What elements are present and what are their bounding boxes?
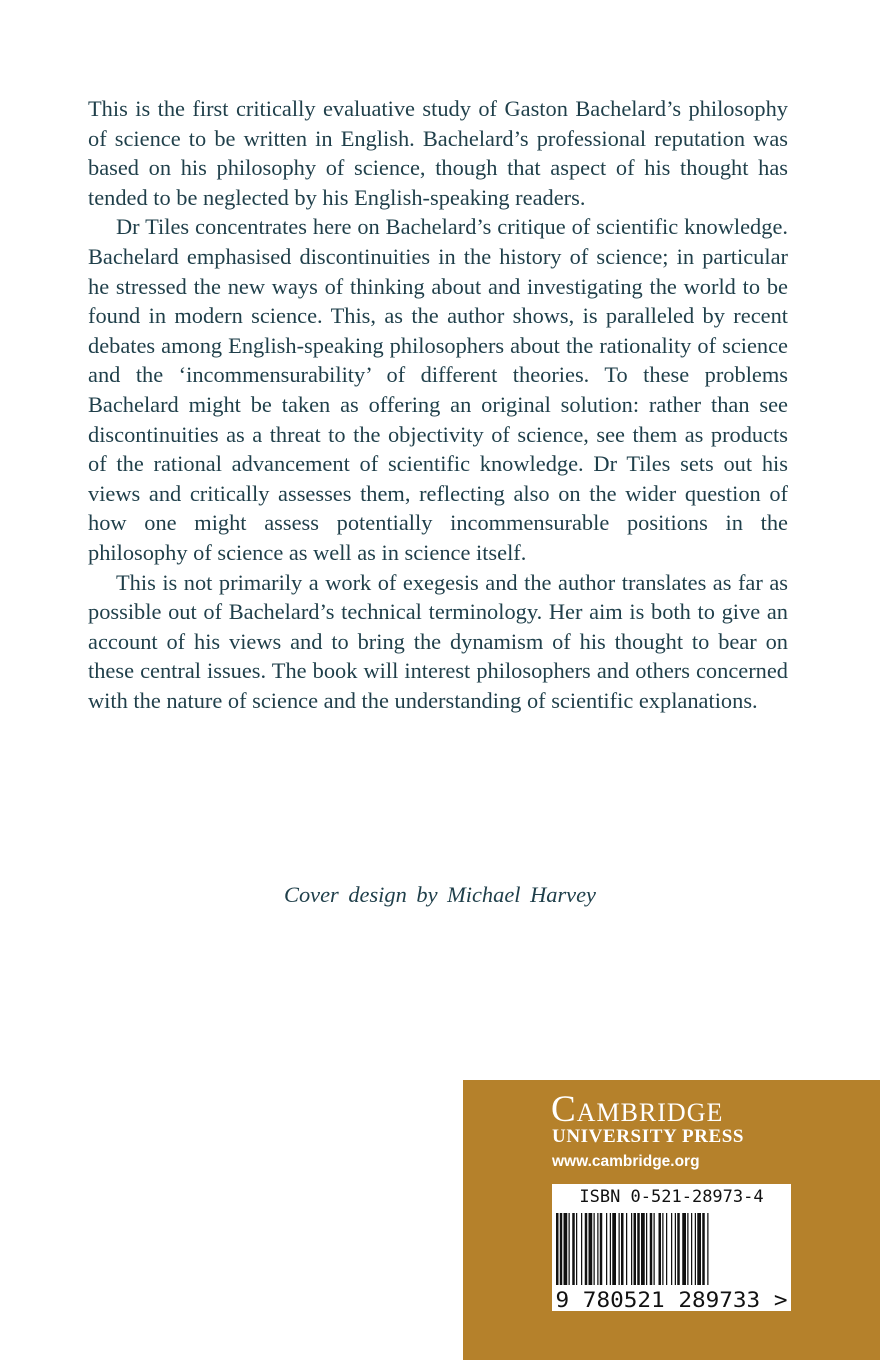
back-cover-blurb <box>88 94 788 715</box>
barcode-bar <box>581 1213 582 1285</box>
barcode-bar <box>654 1213 655 1285</box>
barcode-bar <box>610 1213 611 1285</box>
barcode-bar <box>631 1213 632 1285</box>
barcode-bar <box>687 1213 688 1285</box>
publisher-box <box>463 1080 880 1360</box>
barcode-bar <box>697 1213 701 1285</box>
blurb-paragraph-2: Dr Tiles concentrates here on Bachelard’s critique of scientific knowledge. Bachelard emphasised discontinuities in the history of science; in particular he stressed the new ways of thinking about and investigating the world to be found in modern science. This, as the author shows, is paralleled by recent debates among English-speaking philosophers about the rationality of science and the ‘incommensurability’ of different theories. To these problems Bachelard might be taken as offering an original solution: rather than see discontinuities as a threat to the objectivity of science, see them as products of the rational advancement of scientific knowledge. Dr Tiles sets out his views and critically assesses them, reflecting also on the wider question of how one might assess potentially incommensurable positions in the philosophy of science as well as in science itself. <box>88 214 788 565</box>
barcode-bar <box>634 1213 637 1285</box>
barcode-bar <box>621 1213 624 1285</box>
barcode-bar <box>556 1213 559 1285</box>
barcode-bar <box>702 1213 705 1285</box>
barcode-bar <box>564 1213 568 1285</box>
barcode-bar <box>666 1213 667 1285</box>
blurb-paragraph-1: This is the first critically evaluative study of Gaston Bachelard’s philosophy of science to be written in English. Bachelard’s professional reputation was based on his philosophy of science, though that aspect of his thought has tended to be neglected by his English-speaking readers. <box>88 96 788 210</box>
barcode-bar <box>671 1213 672 1285</box>
barcode-bar <box>695 1213 696 1285</box>
barcode-bar <box>585 1213 588 1285</box>
publisher-url: www.cambridge.org <box>552 1153 700 1170</box>
barcode-bar <box>650 1213 653 1285</box>
barcode-bar <box>626 1213 627 1285</box>
barcode-bar <box>646 1213 647 1285</box>
barcode-bar <box>612 1213 616 1285</box>
barcode-bar <box>659 1213 662 1285</box>
barcode-bar <box>662 1213 663 1285</box>
blurb-paragraph-3: This is not primarily a work of exegesis and the author translates as far as possible out of Bachelard’s technical terminology. Her aim is both to give an account of his views and to bring the dynamism of his thought to bear on these central issues. The book will interest philosophers and others concerned with the nature of science and the understanding of scientific explanations. <box>88 569 788 713</box>
barcode-panel <box>552 1184 791 1311</box>
barcode-bar <box>597 1213 598 1285</box>
barcode-bar <box>677 1213 680 1285</box>
barcode-bar <box>619 1213 620 1285</box>
barcode-bar <box>641 1213 645 1285</box>
barcode-bar <box>707 1213 708 1285</box>
barcode-bar <box>675 1213 676 1285</box>
barcode-bar <box>600 1213 603 1285</box>
barcode-image <box>552 1211 791 1311</box>
barcode-bar <box>637 1213 640 1285</box>
ean-digits: 9 780521 289733 > <box>555 1288 788 1311</box>
barcode-bar <box>606 1213 607 1285</box>
barcode-bars <box>556 1213 709 1285</box>
cover-design-credit: Cover design by Michael Harvey <box>284 882 596 907</box>
barcode-bar <box>682 1213 686 1285</box>
barcode-bar <box>691 1213 692 1285</box>
publisher-name: Cambridge <box>551 1089 724 1130</box>
barcode-bar <box>569 1213 570 1285</box>
barcode-bar <box>576 1213 577 1285</box>
isbn-label: ISBN 0-521-28973-4 <box>579 1187 764 1207</box>
barcode-bar <box>589 1213 593 1285</box>
barcode-bar <box>594 1213 595 1285</box>
barcode-bar <box>560 1213 563 1285</box>
barcode-bar <box>572 1213 575 1285</box>
publisher-imprint: UNIVERSITY PRESS <box>552 1126 745 1147</box>
